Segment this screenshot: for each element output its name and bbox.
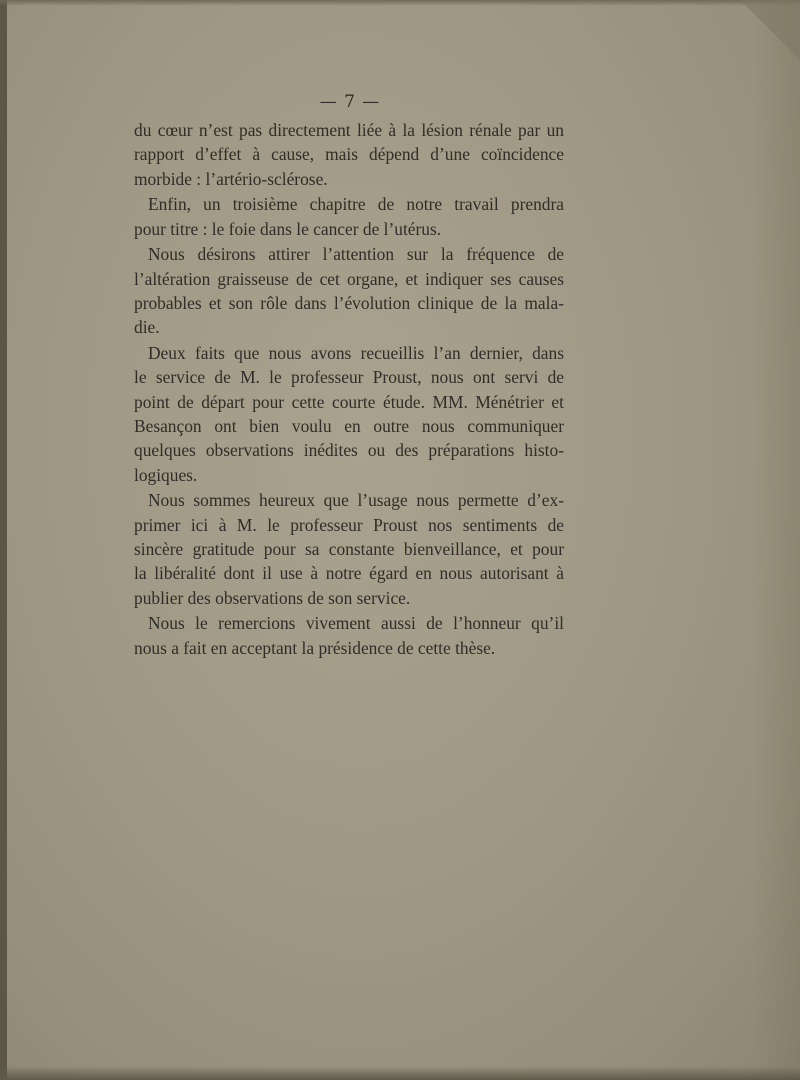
text-line: l’altération graisseuse de cet organe, et indiquer ses causes (134, 268, 564, 289)
body-text (134, 118, 564, 660)
text-line: Enfin, un troisième chapitre de notre travail prendra (148, 194, 564, 215)
page-left-edge (0, 0, 7, 1080)
text-line: logiques. (134, 464, 198, 485)
paragraph (134, 341, 564, 487)
page-top-edge (0, 0, 800, 6)
paragraph (134, 488, 564, 609)
text-line: point de départ pour cette courte étude. MM. Ménétrier et (134, 391, 564, 412)
text-line: probables et son rôle dans l’évolution clinique de la mala- (134, 293, 564, 314)
page-number: — 7 — (319, 92, 381, 112)
paragraph (134, 242, 564, 339)
text-line: primer ici à M. le professeur Proust nos sentiments de (134, 514, 564, 535)
page-right-edge (752, 0, 800, 1080)
text-line: sincère gratitude pour sa constante bienveillance, et pour (134, 539, 564, 560)
text-line: quelques observations inédites ou des préparations histo- (134, 440, 564, 461)
text-line: rapport d’effet à cause, mais dépend d’une coïncidence (134, 144, 564, 165)
text-line: pour titre : le foie dans le cancer de l’utérus. (134, 218, 442, 239)
text-line: Besançon ont bien voulu en outre nous communiquer (134, 416, 564, 437)
text-line: Nous le remercions vivement aussi de l’honneur qu’il (148, 613, 564, 634)
text-line: Nous sommes heureux que l’usage nous permette d’ex- (148, 490, 564, 511)
page-bottom-edge (0, 1066, 800, 1080)
text-line: morbide : l’artério-sclérose. (134, 168, 328, 189)
text-line: Nous désirons attirer l’attention sur la fréquence de (148, 244, 564, 265)
page-corner-fold (740, 0, 800, 60)
text-line: le service de M. le professeur Proust, nous ont servi de (134, 367, 564, 388)
text-line: du cœur n’est pas directement liée à la lésion rénale par un (134, 120, 564, 140)
text-line: die. (134, 317, 160, 338)
text-line: nous a fait en acceptant la présidence de cette thèse. (134, 637, 496, 658)
paragraph (134, 118, 564, 191)
paragraph (134, 192, 564, 241)
text-line: publier des observations de son service. (134, 587, 411, 608)
paragraph (134, 611, 564, 660)
text-line: Deux faits que nous avons recueillis l’an dernier, dans (148, 343, 564, 364)
text-line: la libéralité dont il use à notre égard en nous autorisant à (134, 563, 564, 584)
